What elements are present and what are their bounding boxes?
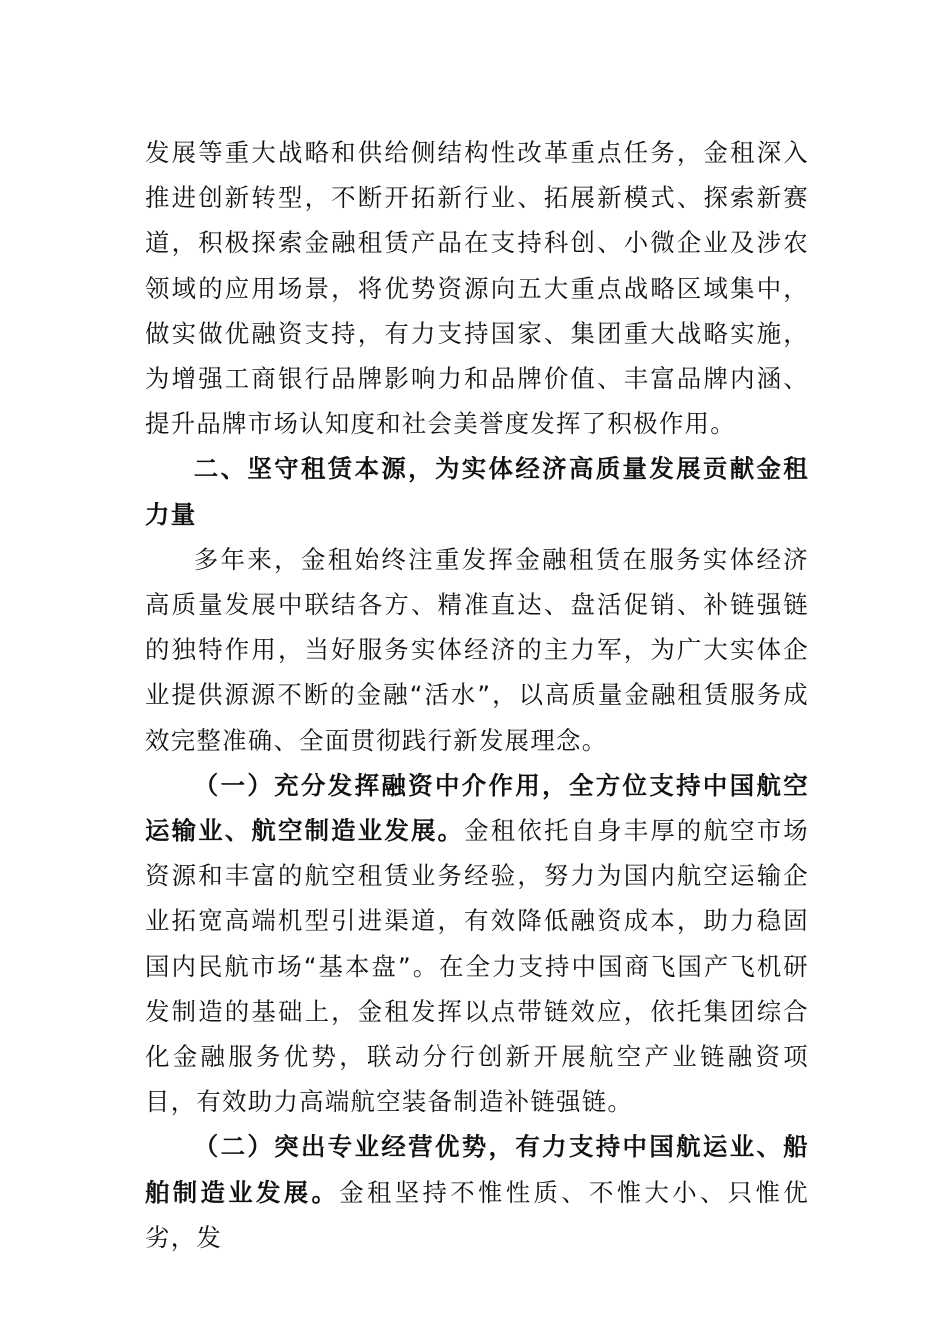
paragraph-item-two	[145, 1124, 809, 1260]
paragraph-section-two-intro: 多年来，金租始终注重发挥金融租赁在服务实体经济高质量发展中联结各方、精准直达、盘活促销、补链强链的独特作用，当好服务实体经济的主力军，为广大实体企业提供源源不断的金融“活水”，以高质量金融租赁服务成效完整准确、全面贯彻践行新发展理念。	[145, 544, 809, 755]
paragraph-intro-continuation: 发展等重大战略和供给侧结构性改革重点任务，金租深入推进创新转型，不断开拓新行业、拓展新模式、探索新赛道，积极探索金融租赁产品在支持科创、小微企业及涉农领域的应用场景，将优势资源向五大重点战略区域集中，做实做优融资支持，有力支持国家、集团重大战略实施，为增强工商银行品牌影响力和品牌价值、丰富品牌内涵、提升品牌市场认知度和社会美誉度发挥了积极作用。	[145, 138, 809, 439]
document-body	[145, 130, 809, 1260]
item-two-body: 金租坚持不惟性质、不惟大小、只惟优劣，发	[145, 1177, 809, 1252]
paragraph-item-one	[145, 763, 809, 1125]
item-one-lead: （一）充分发挥融资中介作用，全方位支持中国航空运输业、航空制造业发展。	[145, 770, 809, 846]
item-two-lead: （二）突出专业经营优势，有力支持中国航运业、船舶制造业发展。	[145, 1132, 809, 1207]
item-one-body: 金租依托自身丰厚的航空市场资源和丰富的航空租赁业务经验，努力为国内航空运输企业拓宽高端机型引进渠道，有效降低融资成本，助力稳固国内民航市场“基本盘”。在全力支持中国商飞国产飞机研发制造的基础上，金租发挥以点带链效应，依托集团综合化金融服务优势，联动分行创新开展航空产业链融资项目，有效助力高端航空装备制造补链强链。	[145, 816, 809, 1117]
section-heading-two: 二、坚守租赁本源，为实体经济高质量发展贡献金租力量	[145, 454, 809, 529]
